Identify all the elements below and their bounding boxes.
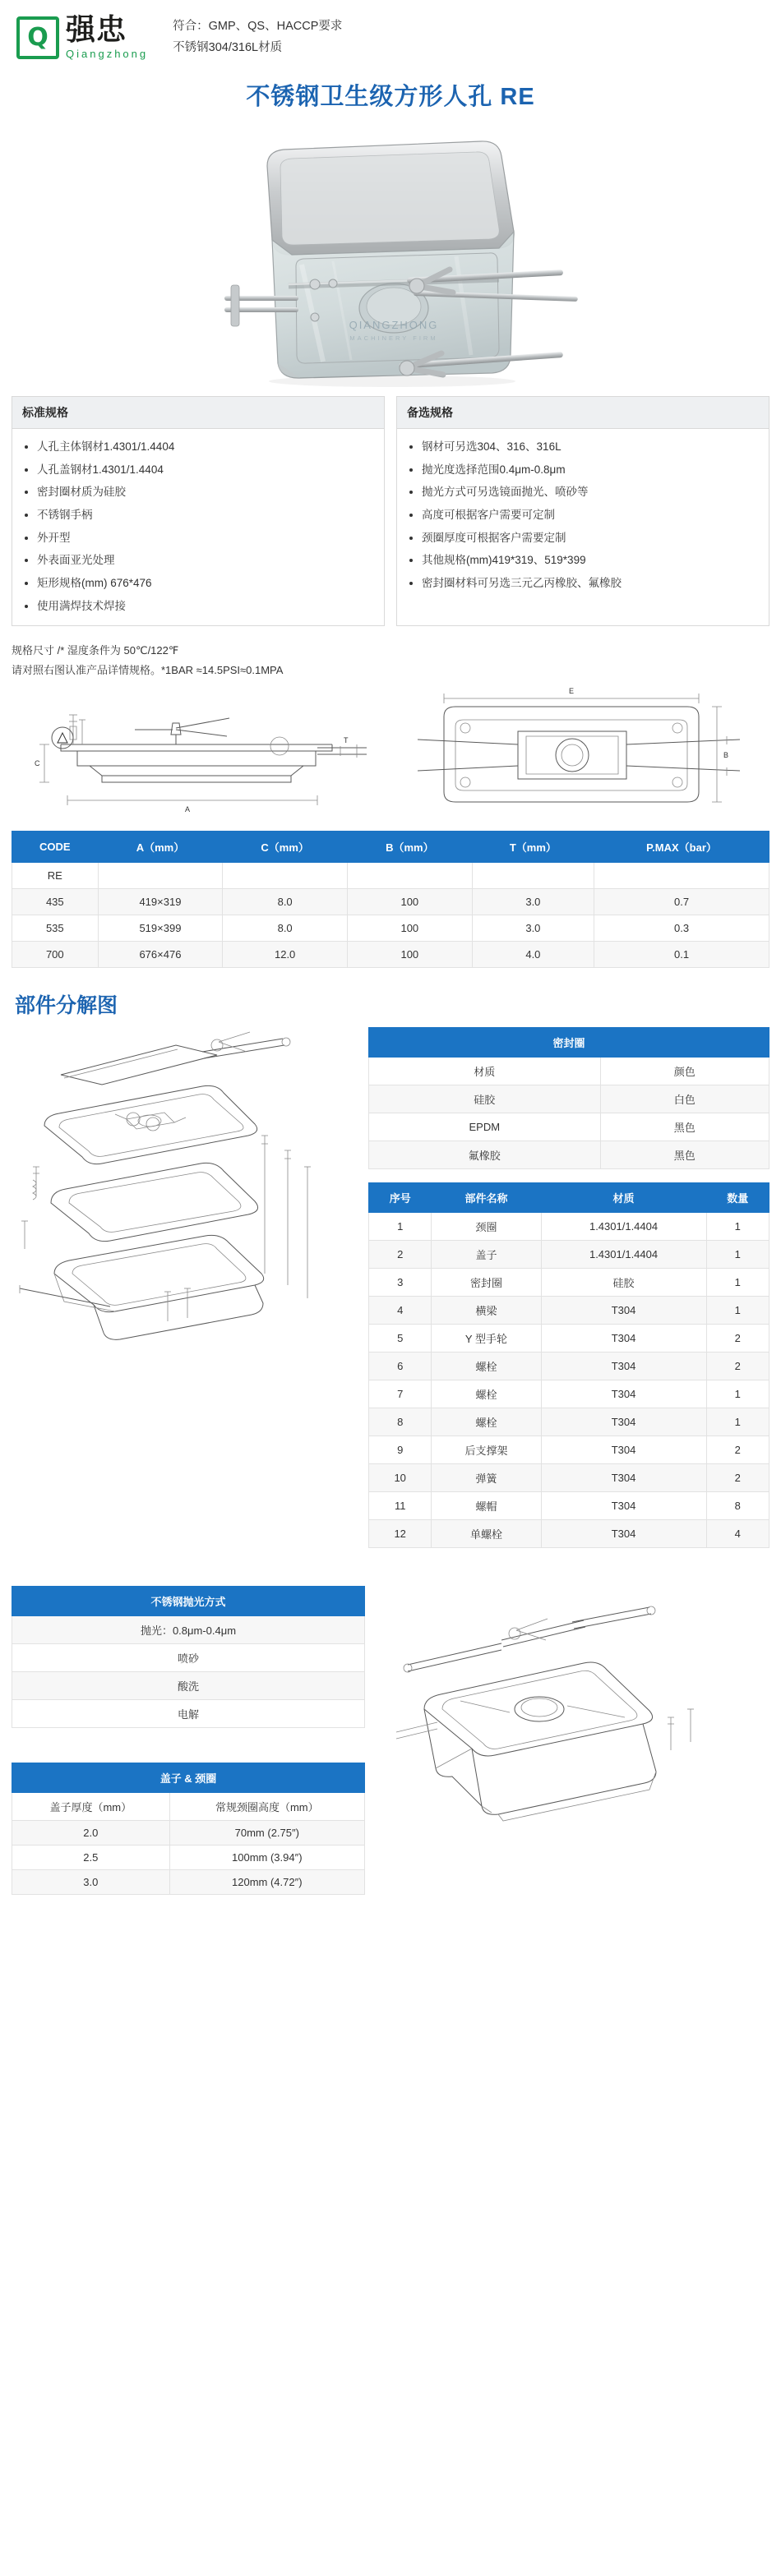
svg-text:A: A bbox=[184, 805, 191, 814]
cell-material: T304 bbox=[541, 1380, 706, 1408]
cell-index: 2 bbox=[369, 1241, 432, 1269]
logo-name-cn: 强忠 bbox=[66, 12, 127, 46]
table-row bbox=[369, 1269, 769, 1297]
col-code: CODE bbox=[12, 832, 99, 863]
cell-quantity: 4 bbox=[706, 1520, 769, 1548]
list-item: • 外表面亚光处理 bbox=[37, 549, 374, 572]
specifications-section bbox=[0, 388, 781, 629]
cell-color: 黑色 bbox=[600, 1141, 769, 1169]
cell-c: 12.0 bbox=[223, 942, 348, 968]
cell-t: 4.0 bbox=[472, 942, 594, 968]
col-color: 颜色 bbox=[600, 1058, 769, 1085]
list-item: • 钢材可另选304、316、316L bbox=[422, 435, 759, 459]
list-item: • 其他规格(mm)419*319、519*399 bbox=[422, 549, 759, 572]
optional-spec-card bbox=[396, 396, 769, 626]
cell-part-name: 单螺栓 bbox=[432, 1520, 541, 1548]
cell-quantity: 1 bbox=[706, 1380, 769, 1408]
cell-quantity: 1 bbox=[706, 1269, 769, 1297]
col-neck-height: 常规颈圈高度（mm） bbox=[169, 1793, 364, 1821]
optional-spec-heading: 备选规格 bbox=[397, 397, 769, 429]
table-row bbox=[12, 1870, 365, 1895]
cell-material: 氟橡胶 bbox=[369, 1141, 601, 1169]
col-material: 材质 bbox=[541, 1183, 706, 1213]
table-row bbox=[369, 1380, 769, 1408]
table-row bbox=[369, 1325, 769, 1353]
cell-polish: 抛光：0.8μm-0.4μm bbox=[12, 1616, 365, 1644]
standard-spec-heading: 标准规格 bbox=[12, 397, 384, 429]
col-cover-thickness: 盖子厚度（mm） bbox=[12, 1793, 170, 1821]
list-item: • 人孔主体钢材1.4301/1.4404 bbox=[37, 435, 374, 459]
cell-b: 100 bbox=[347, 942, 472, 968]
col-quantity: 数量 bbox=[706, 1183, 769, 1213]
col-t: T（mm） bbox=[472, 832, 594, 863]
cell-t: 3.0 bbox=[472, 915, 594, 942]
cell-code: 535 bbox=[12, 915, 99, 942]
svg-text:B: B bbox=[723, 751, 729, 760]
cell-neck-height: 70mm (2.75″) bbox=[169, 1821, 364, 1846]
cell-material: EPDM bbox=[369, 1113, 601, 1141]
brand-logo bbox=[16, 12, 149, 60]
table-row bbox=[12, 1846, 365, 1870]
logo-mark-icon bbox=[16, 16, 59, 59]
page-header bbox=[0, 0, 781, 68]
cell-material: T304 bbox=[541, 1408, 706, 1436]
col-pmax: P.MAX（bar） bbox=[594, 832, 769, 863]
table-row bbox=[12, 1821, 365, 1846]
cell-quantity: 2 bbox=[706, 1464, 769, 1492]
page-title: 不锈钢卫生级方形人孔 RE bbox=[246, 84, 535, 110]
cell-index: 1 bbox=[369, 1213, 432, 1241]
cell-material: T304 bbox=[541, 1520, 706, 1548]
cell-part-name: 盖子 bbox=[432, 1241, 541, 1269]
col-index: 序号 bbox=[369, 1183, 432, 1213]
cell-material: T304 bbox=[541, 1297, 706, 1325]
cell-material: 硅胶 bbox=[369, 1085, 601, 1113]
cell-color: 黑色 bbox=[600, 1113, 769, 1141]
technical-drawings bbox=[0, 684, 781, 831]
cell-index: 4 bbox=[369, 1297, 432, 1325]
standard-spec-card bbox=[12, 396, 385, 626]
logo-wordmark bbox=[66, 12, 149, 60]
cell-c: 8.0 bbox=[223, 915, 348, 942]
cell-quantity: 2 bbox=[706, 1436, 769, 1464]
cell-part-name: 横梁 bbox=[432, 1297, 541, 1325]
cell-pmax: 0.7 bbox=[594, 889, 769, 915]
table-header-row bbox=[12, 1587, 365, 1616]
table-row bbox=[369, 1297, 769, 1325]
cell-part-name: 螺栓 bbox=[432, 1408, 541, 1436]
table-row bbox=[369, 1436, 769, 1464]
compliance-line-1: 符合：GMP、QS、HACCP要求 bbox=[173, 20, 343, 34]
parts-tables bbox=[368, 1027, 769, 1561]
list-item: • 抛光方式可另选镜面抛光、喷砂等 bbox=[422, 481, 759, 504]
note-line-1: 规格尺寸 /* 湿度条件为 50℃/122℉ bbox=[12, 644, 179, 657]
dimension-note bbox=[0, 629, 781, 684]
cell-index: 3 bbox=[369, 1269, 432, 1297]
table-row bbox=[12, 1616, 365, 1644]
cell-index: 5 bbox=[369, 1325, 432, 1353]
finish-and-cover-tables bbox=[12, 1586, 365, 1908]
table-row bbox=[369, 1141, 769, 1169]
table-subheader-row bbox=[12, 1793, 365, 1821]
table-row bbox=[12, 942, 769, 968]
cell-cover-thickness: 3.0 bbox=[12, 1870, 170, 1895]
col-b: B（mm） bbox=[347, 832, 472, 863]
logo-letter: Q bbox=[27, 22, 49, 52]
col-material: 材质 bbox=[369, 1058, 601, 1085]
cell-index: 12 bbox=[369, 1520, 432, 1548]
list-item: • 抛光度选择范围0.4μm-0.8μm bbox=[422, 459, 759, 482]
header-compliance-text bbox=[173, 16, 342, 58]
cell-pmax: 0.1 bbox=[594, 942, 769, 968]
svg-text:T: T bbox=[344, 736, 349, 745]
cell-index: 7 bbox=[369, 1380, 432, 1408]
list-item: • 矩形规格(mm) 676*476 bbox=[37, 572, 374, 595]
table-row bbox=[369, 1353, 769, 1380]
table-subheader-row bbox=[369, 1058, 769, 1085]
table-row bbox=[12, 1672, 365, 1700]
logo-name-en: Qiangzhong bbox=[66, 48, 149, 60]
list-item: • 使用满焊技术焊接 bbox=[37, 595, 374, 618]
cell-part-name: 密封圈 bbox=[432, 1269, 541, 1297]
table-row bbox=[12, 1644, 365, 1672]
table-row bbox=[12, 863, 769, 889]
cell-t: 3.0 bbox=[472, 889, 594, 915]
cell-b: 100 bbox=[347, 889, 472, 915]
cover-neck-table bbox=[12, 1763, 365, 1895]
table-header-row bbox=[369, 1183, 769, 1213]
list-item: • 密封圈材料可另选三元乙丙橡胶、氟橡胶 bbox=[422, 572, 759, 595]
cell-material: T304 bbox=[541, 1492, 706, 1520]
table-row bbox=[369, 1520, 769, 1548]
cell-quantity: 1 bbox=[706, 1241, 769, 1269]
cell-t bbox=[472, 863, 594, 889]
polish-table-title: 不锈钢抛光方式 bbox=[12, 1587, 365, 1616]
cell-quantity: 8 bbox=[706, 1492, 769, 1520]
table-header-row bbox=[12, 832, 769, 863]
watermark-cn: QIANGZHONG bbox=[349, 319, 439, 331]
cell-pmax bbox=[594, 863, 769, 889]
table-row bbox=[369, 1213, 769, 1241]
section-title-exploded: 部件分解图 bbox=[15, 994, 118, 1018]
table-row bbox=[369, 1085, 769, 1113]
cell-polish: 酸洗 bbox=[12, 1672, 365, 1700]
bottom-section bbox=[0, 1561, 781, 1933]
cell-quantity: 1 bbox=[706, 1213, 769, 1241]
table-row bbox=[12, 915, 769, 942]
cell-material: T304 bbox=[541, 1353, 706, 1380]
cell-polish: 电解 bbox=[12, 1700, 365, 1728]
cell-c bbox=[223, 863, 348, 889]
table-row bbox=[12, 1700, 365, 1728]
cell-quantity: 1 bbox=[706, 1297, 769, 1325]
manway-photo-illustration bbox=[127, 117, 654, 388]
cell-quantity: 1 bbox=[706, 1408, 769, 1436]
col-part-name: 部件名称 bbox=[432, 1183, 541, 1213]
compliance-line-2: 不锈钢304/316L材质 bbox=[173, 40, 283, 54]
cell-index: 8 bbox=[369, 1408, 432, 1436]
cell-part-name: 弹簧 bbox=[432, 1464, 541, 1492]
exploded-section bbox=[0, 1027, 781, 1561]
cell-polish: 喷砂 bbox=[12, 1644, 365, 1672]
list-item: • 颈圈厚度可根据客户需要定制 bbox=[422, 527, 759, 550]
cell-index: 9 bbox=[369, 1436, 432, 1464]
exploded-diagram bbox=[12, 1027, 357, 1348]
cell-a: 676×476 bbox=[98, 942, 223, 968]
cell-code: 435 bbox=[12, 889, 99, 915]
cell-part-name: 后支撑架 bbox=[432, 1436, 541, 1464]
table-row bbox=[369, 1408, 769, 1436]
table-row bbox=[369, 1464, 769, 1492]
cell-index: 11 bbox=[369, 1492, 432, 1520]
cell-a bbox=[98, 863, 223, 889]
assembly-line-drawing bbox=[378, 1586, 769, 1849]
table-row bbox=[369, 1492, 769, 1520]
standard-spec-body bbox=[12, 429, 384, 625]
specification-table bbox=[12, 831, 769, 968]
cell-code: RE bbox=[12, 863, 99, 889]
top-view-drawing bbox=[395, 687, 769, 823]
cell-cover-thickness: 2.0 bbox=[12, 1821, 170, 1846]
watermark-en: MACHINERY FIRM bbox=[349, 334, 438, 342]
col-a: A（mm） bbox=[98, 832, 223, 863]
cell-material: T304 bbox=[541, 1464, 706, 1492]
cell-part-name: Y 型手轮 bbox=[432, 1325, 541, 1353]
cell-neck-height: 120mm (4.72″) bbox=[169, 1870, 364, 1895]
cell-material: T304 bbox=[541, 1436, 706, 1464]
cell-a: 519×399 bbox=[98, 915, 223, 942]
product-hero-image bbox=[0, 117, 781, 388]
note-line-2: 请对照右图认准产品详情规格。*1BAR ≈14.5PSI≈0.1MPA bbox=[12, 664, 284, 677]
cell-b bbox=[347, 863, 472, 889]
cell-material: T304 bbox=[541, 1325, 706, 1353]
cell-a: 419×319 bbox=[98, 889, 223, 915]
optional-spec-body bbox=[397, 429, 769, 603]
svg-text:E: E bbox=[568, 687, 575, 696]
list-item: • 高度可根据客户需要可定制 bbox=[422, 504, 759, 527]
cell-neck-height: 100mm (3.94″) bbox=[169, 1846, 364, 1870]
cell-part-name: 螺栓 bbox=[432, 1353, 541, 1380]
table-header-row bbox=[369, 1028, 769, 1058]
parts-list-table bbox=[368, 1182, 769, 1548]
cell-code: 700 bbox=[12, 942, 99, 968]
list-item: • 密封圈材质为硅胶 bbox=[37, 481, 374, 504]
list-item: • 人孔盖钢材1.4301/1.4404 bbox=[37, 459, 374, 482]
cell-b: 100 bbox=[347, 915, 472, 942]
cell-index: 10 bbox=[369, 1464, 432, 1492]
cell-index: 6 bbox=[369, 1353, 432, 1380]
side-section-drawing bbox=[12, 687, 386, 823]
table-row bbox=[369, 1241, 769, 1269]
polish-table bbox=[12, 1586, 365, 1728]
cell-part-name: 螺帽 bbox=[432, 1492, 541, 1520]
col-c: C（mm） bbox=[223, 832, 348, 863]
table-header-row bbox=[12, 1763, 365, 1793]
cell-quantity: 2 bbox=[706, 1353, 769, 1380]
table-row bbox=[369, 1113, 769, 1141]
cover-table-title: 盖子 & 颈圈 bbox=[12, 1763, 365, 1793]
svg-text:C: C bbox=[35, 759, 40, 768]
table-row bbox=[12, 889, 769, 915]
cell-material: 1.4301/1.4404 bbox=[541, 1213, 706, 1241]
cell-pmax: 0.3 bbox=[594, 915, 769, 942]
cell-quantity: 2 bbox=[706, 1325, 769, 1353]
cell-cover-thickness: 2.5 bbox=[12, 1846, 170, 1870]
cell-color: 白色 bbox=[600, 1085, 769, 1113]
cell-material: 硅胶 bbox=[541, 1269, 706, 1297]
cell-part-name: 螺栓 bbox=[432, 1380, 541, 1408]
cell-c: 8.0 bbox=[223, 889, 348, 915]
seal-table bbox=[368, 1027, 769, 1169]
cell-part-name: 颈圈 bbox=[432, 1213, 541, 1241]
list-item: • 外开型 bbox=[37, 527, 374, 550]
list-item: • 不锈钢手柄 bbox=[37, 504, 374, 527]
cell-material: 1.4301/1.4404 bbox=[541, 1241, 706, 1269]
seal-table-title: 密封圈 bbox=[369, 1028, 769, 1058]
